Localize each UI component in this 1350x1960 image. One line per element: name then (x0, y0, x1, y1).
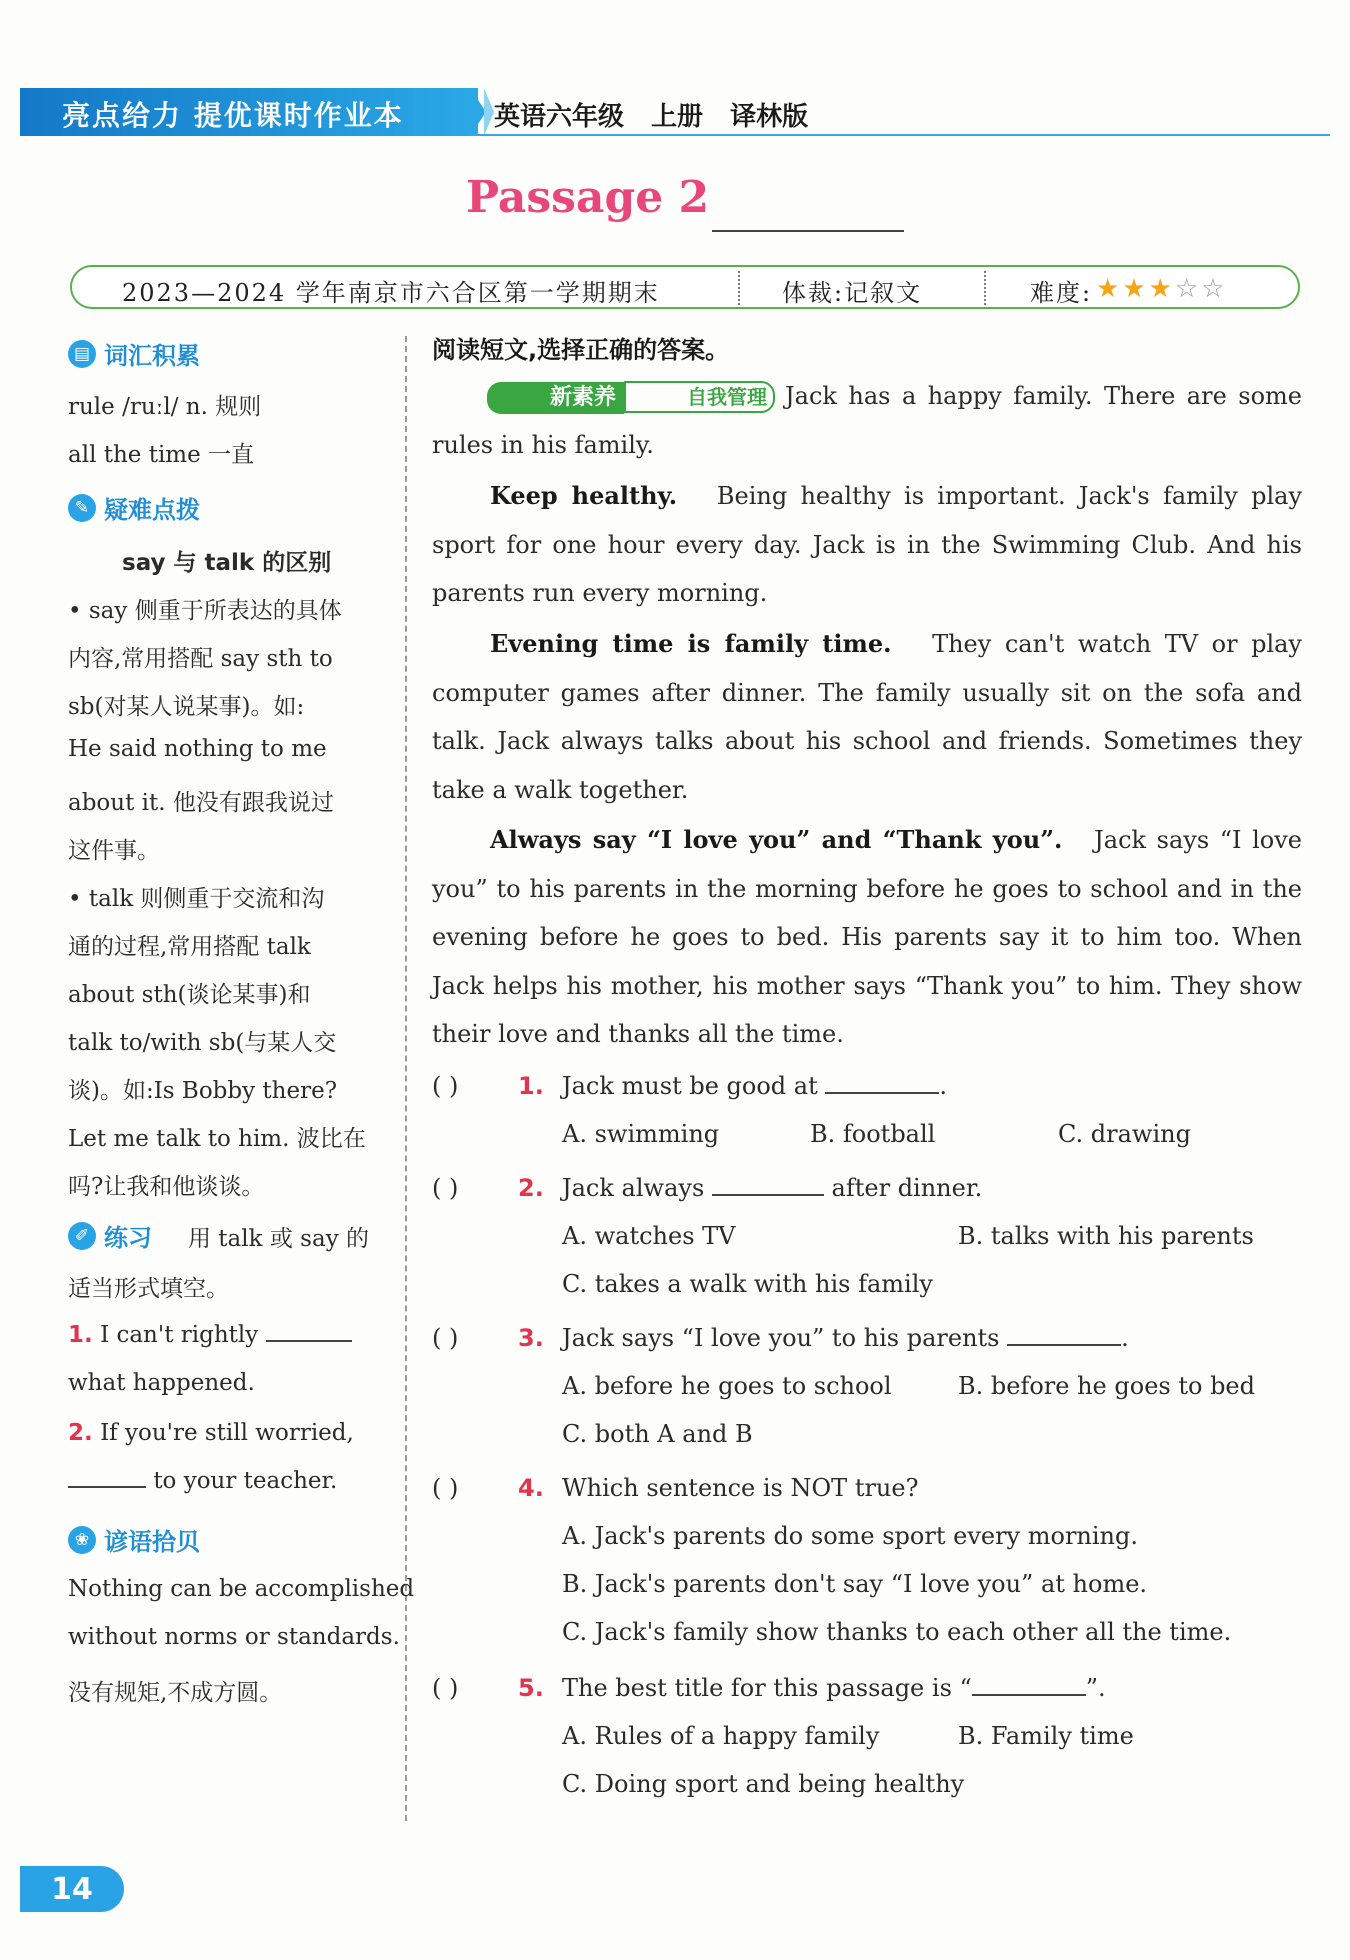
paragraph-2 (432, 472, 1302, 618)
tips-heading (68, 490, 200, 525)
exercise-number: 1. (68, 1322, 93, 1348)
option-a[interactable]: A. swimming (562, 1120, 720, 1148)
paragraph-1 (432, 372, 1302, 469)
tips-line: Let me talk to him. 波比在 (68, 1126, 366, 1152)
header-rule (470, 134, 1330, 136)
answer-paren[interactable]: ( ) (432, 1174, 459, 1202)
paragraph-heading: Keep healthy. (490, 481, 678, 510)
proverb-heading-text: 谚语拾贝 (104, 1528, 200, 1556)
exercise-text: If you're still worried, (100, 1420, 354, 1446)
answer-blank (972, 1676, 1086, 1696)
tips-line: • talk 则侧重于交流和沟 (68, 886, 325, 912)
option-c[interactable]: C. drawing (1058, 1120, 1191, 1148)
question-number: 4. (518, 1474, 544, 1502)
practice-instruction: 用 talk 或 say 的 (188, 1226, 370, 1252)
exercise-1 (68, 1322, 352, 1348)
answer-blank[interactable] (68, 1468, 146, 1488)
vocab-item: all the time 一直 (68, 442, 255, 468)
question-5 (562, 1674, 1106, 1702)
info-divider (738, 271, 740, 305)
passage-title: Passage 2 (466, 172, 710, 223)
book-info: 英语六年级 上册 译林版 (494, 102, 809, 132)
tips-heading-text: 疑难点拨 (104, 496, 200, 524)
star-icon: ☆ (1174, 274, 1202, 304)
paragraph-heading: Always say “I love you” and “Thank you”. (490, 825, 1063, 854)
star-icon: ☆ (1201, 274, 1228, 304)
question-text: Jack says “I love you” to his parents (562, 1324, 1000, 1352)
paragraph-3 (432, 620, 1302, 814)
exam-source: 2023—2024 学年南京市六合区第一学期期末 (122, 279, 660, 307)
paragraph-text: Jack has a happy family. There are some rules in his family. (432, 382, 1302, 459)
header-band-arrow-light (484, 88, 494, 136)
question-end: after dinner. (831, 1174, 983, 1202)
answer-blank (825, 1074, 939, 1094)
answer-paren[interactable]: ( ) (432, 1072, 459, 1100)
reading-instruction: 阅读短文,选择正确的答案。 (432, 336, 730, 364)
option-b[interactable]: B. talks with his parents (958, 1222, 1254, 1250)
shell-icon: ❀ (68, 1526, 96, 1554)
question-end: . (939, 1072, 948, 1100)
vocab-item: rule /ruːl/ n. 规则 (68, 394, 262, 420)
tips-line: He said nothing to me (68, 736, 327, 762)
question-number: 3. (518, 1324, 544, 1352)
option-a[interactable]: A. before he goes to school (562, 1372, 892, 1400)
question-4: Which sentence is NOT true? (562, 1474, 919, 1502)
title-answer-blank[interactable] (712, 230, 904, 232)
question-text: The best title for this passage is “ (562, 1674, 972, 1702)
option-c[interactable]: C. Doing sport and being healthy (562, 1770, 965, 1798)
answer-blank (1007, 1326, 1121, 1346)
vocab-heading-text: 词汇积累 (104, 342, 200, 370)
practice-heading (68, 1218, 152, 1253)
exercise-2-cont (68, 1468, 337, 1494)
question-1 (562, 1072, 947, 1100)
question-end: . (1121, 1324, 1129, 1352)
paragraph-text: Jack says “I love you” to his parents in the morning before he goes to school and in the evening before he goes to bed. His parents say it to him too. When Jack helps his mother, his mother says “Thank you” to him. They show their love and thanks all the time. (432, 826, 1302, 1048)
lightbulb-icon: ✎ (68, 494, 96, 522)
option-a[interactable]: A. Rules of a happy family (562, 1722, 880, 1750)
literacy-badge: 新素养 (487, 382, 624, 414)
option-b[interactable]: B. Jack's parents don't say “I love you” at home. (562, 1570, 1148, 1598)
exercise-1-cont: what happened. (68, 1370, 255, 1396)
paragraph-4 (432, 816, 1302, 1059)
exercise-text: to your teacher. (153, 1468, 338, 1494)
question-number: 1. (518, 1072, 544, 1100)
difficulty-stars (1096, 274, 1228, 304)
tips-line: sb(对某人说某事)。如: (68, 694, 305, 720)
option-b[interactable]: B. football (810, 1120, 936, 1148)
option-c[interactable]: C. both A and B (562, 1420, 753, 1448)
proverb-line: Nothing can be accomplished (68, 1576, 415, 1602)
tips-line: 通的过程,常用搭配 talk (68, 934, 311, 960)
tips-line: • say 侧重于所表达的具体 (68, 598, 342, 624)
paragraph-text: Being healthy is important. Jack's family play sport for one hour every day. Jack is in the Swimming Club. And his parents run every morning. (432, 482, 1303, 607)
pencil-icon: ✐ (68, 1222, 96, 1250)
paragraph-heading: Evening time is family time. (490, 629, 892, 658)
star-icon: ★ (1122, 274, 1149, 304)
tips-line: 谈)。如:Is Bobby there? (68, 1078, 338, 1104)
answer-paren[interactable]: ( ) (432, 1324, 459, 1352)
proverb-heading (68, 1522, 200, 1557)
question-text: Jack must be good at (562, 1072, 818, 1100)
option-a[interactable]: A. watches TV (562, 1222, 736, 1250)
difficulty-label: 难度: (1030, 279, 1093, 307)
series-title: 亮点给力 提优课时作业本 (62, 99, 404, 132)
self-management-badge: 自我管理 (624, 381, 775, 413)
tips-line: about sth(谈论某事)和 (68, 982, 311, 1008)
tips-line: 内容,常用搭配 say sth to (68, 646, 333, 672)
question-number: 5. (518, 1674, 544, 1702)
star-icon: ★ (1096, 274, 1123, 304)
tips-line: talk to/with sb(与某人交 (68, 1030, 337, 1056)
option-c[interactable]: C. takes a walk with his family (562, 1270, 933, 1298)
paragraph-text: They can't watch TV or play computer games after dinner. The family usually sit on the sofa and talk. Jack always talks about his school and friends. Sometimes they take a walk together. (432, 630, 1302, 804)
tips-title: say 与 talk 的区别 (122, 550, 332, 576)
practice-instruction: 适当形式填空。 (68, 1276, 229, 1302)
option-a[interactable]: A. Jack's parents do some sport every morning. (562, 1522, 1138, 1550)
exercise-2 (68, 1420, 354, 1446)
tips-line: about it. 他没有跟我说过 (68, 790, 334, 816)
option-b[interactable]: B. before he goes to bed (958, 1372, 1255, 1400)
star-icon: ★ (1148, 274, 1175, 304)
exercise-text: I can't rightly (100, 1322, 259, 1348)
exercise-number: 2. (68, 1420, 93, 1446)
proverb-line: without norms or standards. (68, 1624, 400, 1650)
question-number: 2. (518, 1174, 544, 1202)
answer-paren[interactable]: ( ) (432, 1674, 459, 1702)
page-number: 14 (20, 1866, 124, 1912)
genre-label: 体裁:记叙文 (782, 279, 923, 307)
option-c[interactable]: C. Jack's family show thanks to each other all the time. (562, 1618, 1232, 1646)
answer-blank[interactable] (266, 1322, 352, 1342)
tips-line: 吗?让我和他谈谈。 (68, 1174, 265, 1200)
practice-heading-text: 练习 (104, 1224, 152, 1252)
info-divider (984, 271, 986, 305)
question-text: Jack always (562, 1174, 705, 1202)
question-3 (562, 1324, 1129, 1352)
question-end: ”. (1085, 1674, 1106, 1702)
tips-line: 这件事。 (68, 838, 160, 864)
answer-paren[interactable]: ( ) (432, 1474, 459, 1502)
book-icon: ▤ (68, 340, 96, 368)
question-2 (562, 1174, 982, 1202)
answer-blank (712, 1176, 824, 1196)
vocab-heading (68, 336, 200, 371)
option-b[interactable]: B. Family time (958, 1722, 1134, 1750)
proverb-line: 没有规矩,不成方圆。 (68, 1680, 283, 1706)
